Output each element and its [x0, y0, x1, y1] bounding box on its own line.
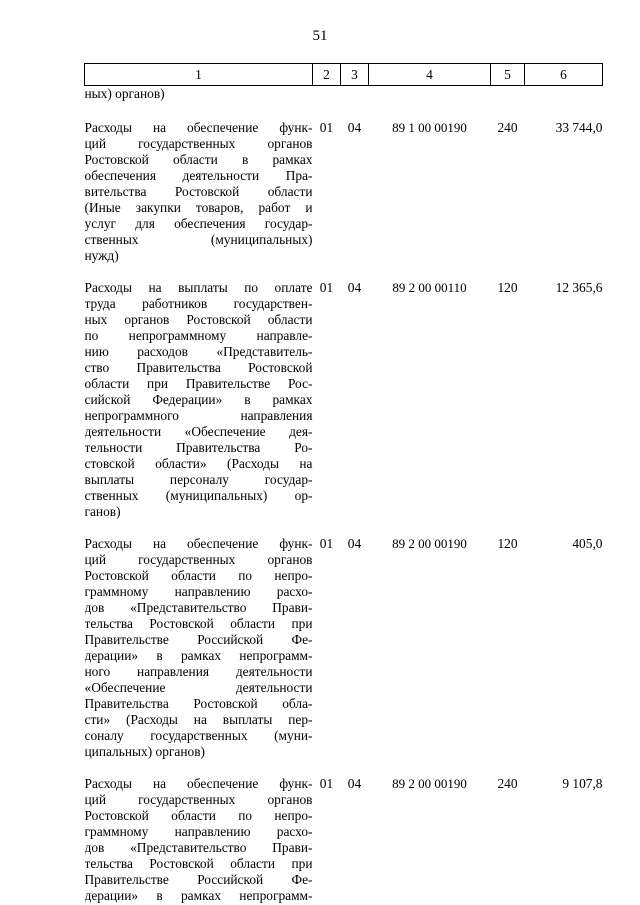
text-line: ций государственных органов	[84, 552, 313, 567]
expense-type-code: 120	[497, 536, 518, 551]
text-line: «Обеспечение деятельности	[84, 680, 313, 695]
text-line: области при Правительстве Рос-	[84, 376, 313, 391]
amount: 33 744,0	[555, 120, 603, 135]
expense-description	[85, 102, 313, 264]
text-line: деятельности «Обеспечение дея-	[84, 424, 313, 439]
column-header-1: 1	[85, 64, 313, 86]
text-line: сийской Федерации» в рамках	[84, 392, 313, 407]
subsection-code: 04	[347, 536, 362, 551]
text-line: тельности Правительства Ро-	[84, 440, 313, 455]
column-header-4: 4	[369, 64, 491, 86]
table-row	[85, 760, 603, 904]
subsection-code: 04	[347, 120, 362, 135]
column-header-3: 3	[341, 64, 369, 86]
expense-type-code: 240	[497, 120, 518, 135]
text-line: граммному направлению расхо-	[84, 824, 313, 839]
expense-type-code: 240	[497, 776, 518, 791]
text-line: ных) органов)	[84, 86, 165, 101]
text-line: нужд)	[84, 248, 119, 263]
text-line: соналу государственных (муни-	[84, 728, 313, 743]
text-line: Ростовской области по непро-	[84, 808, 313, 823]
text-line: тельства Ростовской области при	[84, 616, 313, 631]
text-line: дов «Представительство Прави-	[84, 600, 313, 615]
text-line: ципальных) органов)	[84, 744, 205, 759]
text-line: Правительстве Российской Фе-	[84, 632, 313, 647]
page-number: 51	[312, 28, 328, 44]
text-line: труда работников государствен-	[84, 296, 313, 311]
text-line: Расходы на обеспечение функ-	[84, 120, 313, 135]
subsection-code: 04	[347, 280, 362, 295]
expense-description	[85, 760, 313, 904]
text-line: сти» (Расходы на выплаты пер-	[84, 712, 313, 727]
text-line: выплаты персоналу государ-	[84, 472, 313, 487]
table-row	[85, 264, 603, 520]
text-line: Ростовской области по непро-	[84, 568, 313, 583]
amount: 405,0	[572, 536, 603, 551]
text-line: по непрограммному направле-	[84, 328, 313, 343]
text-line: нию расходов «Представитель-	[84, 344, 313, 359]
budget-table	[84, 63, 603, 904]
amount: 9 107,8	[562, 776, 603, 791]
column-header-row	[85, 64, 603, 86]
text-line: Расходы на обеспечение функ-	[84, 536, 313, 551]
table-row	[85, 520, 603, 760]
text-line: ций государственных органов	[84, 136, 313, 151]
text-line: ных органов Ростовской области	[84, 312, 313, 327]
text-line: тельства Ростовской области при	[84, 856, 313, 871]
text-line: стовской области» (Расходы на	[84, 456, 313, 471]
expense-description	[85, 520, 313, 760]
expense-type-code: 120	[497, 280, 518, 295]
text-line: ство Правительства Ростовской	[84, 360, 313, 375]
table-body	[85, 86, 603, 905]
section-code: 01	[319, 776, 334, 791]
section-code: 01	[319, 280, 334, 295]
text-line: граммному направлению расхо-	[84, 584, 313, 599]
table-row	[85, 102, 603, 264]
continuation-row	[85, 86, 603, 103]
subsection-code: 04	[347, 776, 362, 791]
text-line: Ростовской области в рамках	[84, 152, 313, 167]
column-header-2: 2	[313, 64, 341, 86]
text-line: Правительства Ростовской обла-	[84, 696, 313, 711]
text-line: ного направления деятельности	[84, 664, 313, 679]
text-line: Правительстве Российской Фе-	[84, 872, 313, 887]
section-code: 01	[319, 120, 334, 135]
text-line: обеспечения деятельности Пра-	[84, 168, 313, 183]
text-line: (Иные закупки товаров, работ и	[84, 200, 313, 215]
text-line: Расходы на обеспечение функ-	[84, 776, 313, 791]
text-line: вительства Ростовской области	[84, 184, 313, 199]
text-line: дерации» в рамках непрограмм-	[84, 888, 313, 903]
text-line: Расходы на выплаты по оплате	[84, 280, 313, 295]
column-header-6: 6	[525, 64, 603, 86]
amount: 12 365,6	[555, 280, 603, 295]
text-line: дов «Представительство Прави-	[84, 840, 313, 855]
target-article-code: 89 2 00 00110	[392, 280, 467, 295]
text-line: ганов)	[84, 504, 121, 519]
text-line: дерации» в рамках непрограмм-	[84, 648, 313, 663]
text-line: услуг для обеспечения государ-	[84, 216, 313, 231]
target-article-code: 89 2 00 00190	[392, 536, 467, 551]
expense-description	[85, 264, 313, 520]
section-code: 01	[319, 536, 334, 551]
target-article-code: 89 2 00 00190	[392, 776, 467, 791]
column-header-5: 5	[491, 64, 525, 86]
text-line: непрограммного направления	[84, 408, 313, 423]
continuation-text	[85, 86, 313, 103]
text-line: ственных (муниципальных) ор-	[84, 488, 313, 503]
target-article-code: 89 1 00 00190	[392, 120, 467, 135]
text-line: ственных (муниципальных)	[84, 232, 313, 247]
text-line: ций государственных органов	[84, 792, 313, 807]
